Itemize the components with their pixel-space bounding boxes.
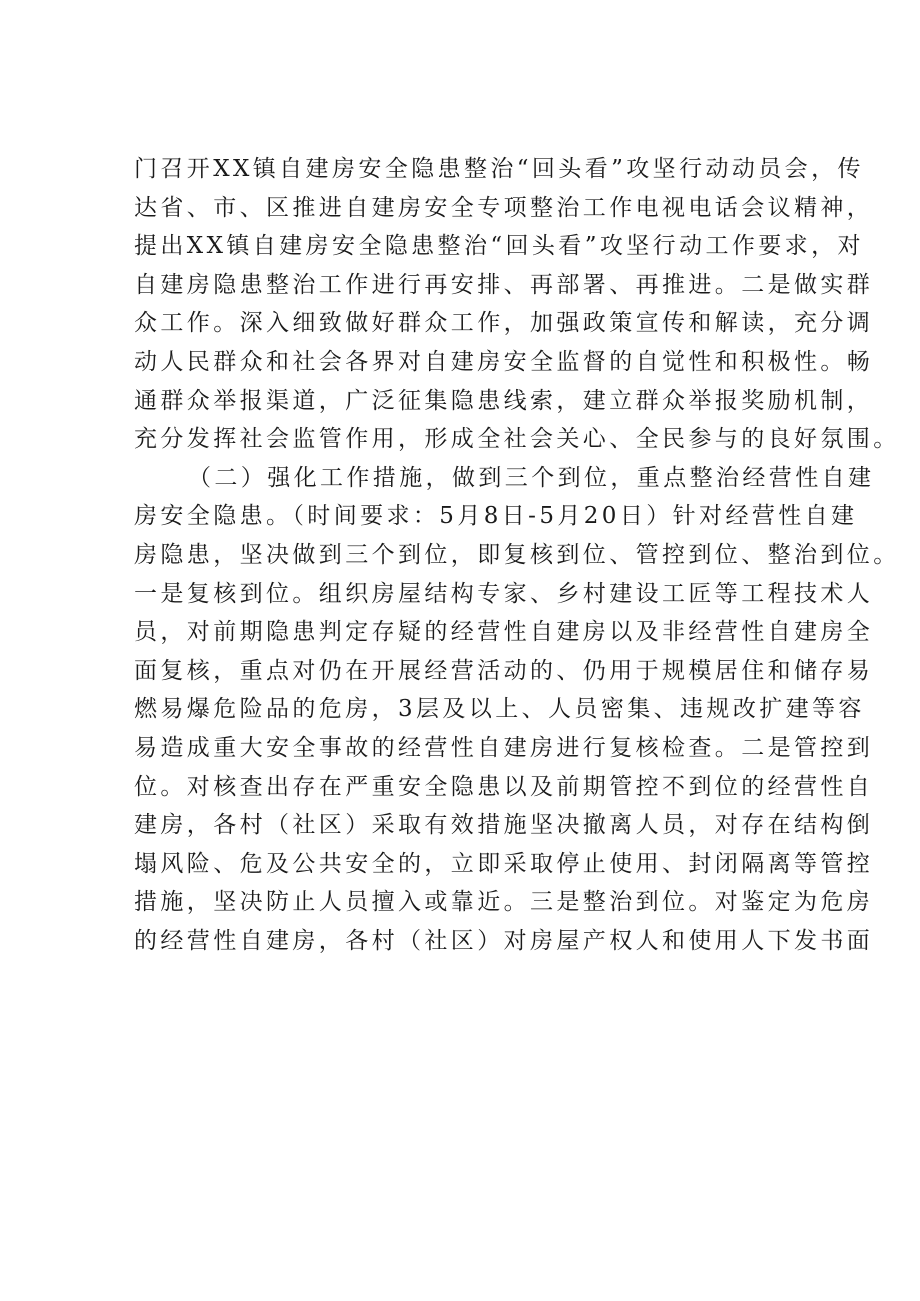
text-line: 位。对核查出存在严重安全隐患以及前期管控不到位的经营性自: [134, 773, 874, 800]
text-line: 建房，各村（社区）采取有效措施坚决撤离人员，对存在结构倒: [134, 812, 874, 839]
section-heading-line: （二）强化工作措施，做到三个到位，重点整治经营性自建: [188, 464, 875, 491]
text-line: 措施，坚决防止人员擅入或靠近。三是整治到位。对鉴定为危房: [134, 889, 874, 916]
text-line: 房隐患，坚决做到三个到位，即复核到位、管控到位、整治到位。: [134, 541, 900, 568]
text-line: 一是复核到位。组织房屋结构专家、乡村建设工匠等工程技术人: [134, 580, 874, 607]
text-line: 门召开XX镇自建房安全隐患整治“回头看”攻坚行动动员会，传: [134, 156, 864, 182]
text-line: 达省、市、区推进自建房安全专项整治工作电视电话会议精神，: [134, 194, 874, 221]
text-line: 的经营性自建房，各村（社区）对房屋产权人和使用人下发书面: [134, 927, 874, 954]
text-line: 提出XX镇自建房安全隐患整治“回头看”攻坚行动工作要求，对: [134, 233, 864, 260]
text-line: 充分发挥社会监管作用，形成全社会关心、全民参与的良好氛围。: [134, 426, 900, 453]
text-line: 众工作。深入细致做好群众工作，加强政策宣传和解读，充分调: [134, 310, 874, 337]
text-line: 动人民群众和社会各界对自建房安全监督的自觉性和积极性。畅: [134, 348, 874, 375]
text-line: 易造成重大安全事故的经营性自建房进行复核检查。二是管控到: [134, 734, 874, 761]
text-line: 房安全隐患。（时间要求：5月8日-5月20日）针对经营性自建: [134, 503, 858, 530]
text-line: 自建房隐患整治工作进行再安排、再部署、再推进。二是做实群: [134, 271, 874, 298]
text-line: 面复核，重点对仍在开展经营活动的、仍用于规模居住和储存易: [134, 657, 874, 684]
text-line: 塌风险、危及公共安全的，立即采取停止使用、封闭隔离等管控: [134, 850, 874, 877]
text-line: 燃易爆危险品的危房，3层及以上、人员密集、违规改扩建等容: [134, 696, 865, 723]
body-text: [134, 150, 900, 960]
text-line: 通群众举报渠道，广泛征集隐患线索，建立群众举报奖励机制，: [134, 387, 874, 414]
text-line: 员，对前期隐患判定存疑的经营性自建房以及非经营性自建房全: [134, 619, 874, 646]
